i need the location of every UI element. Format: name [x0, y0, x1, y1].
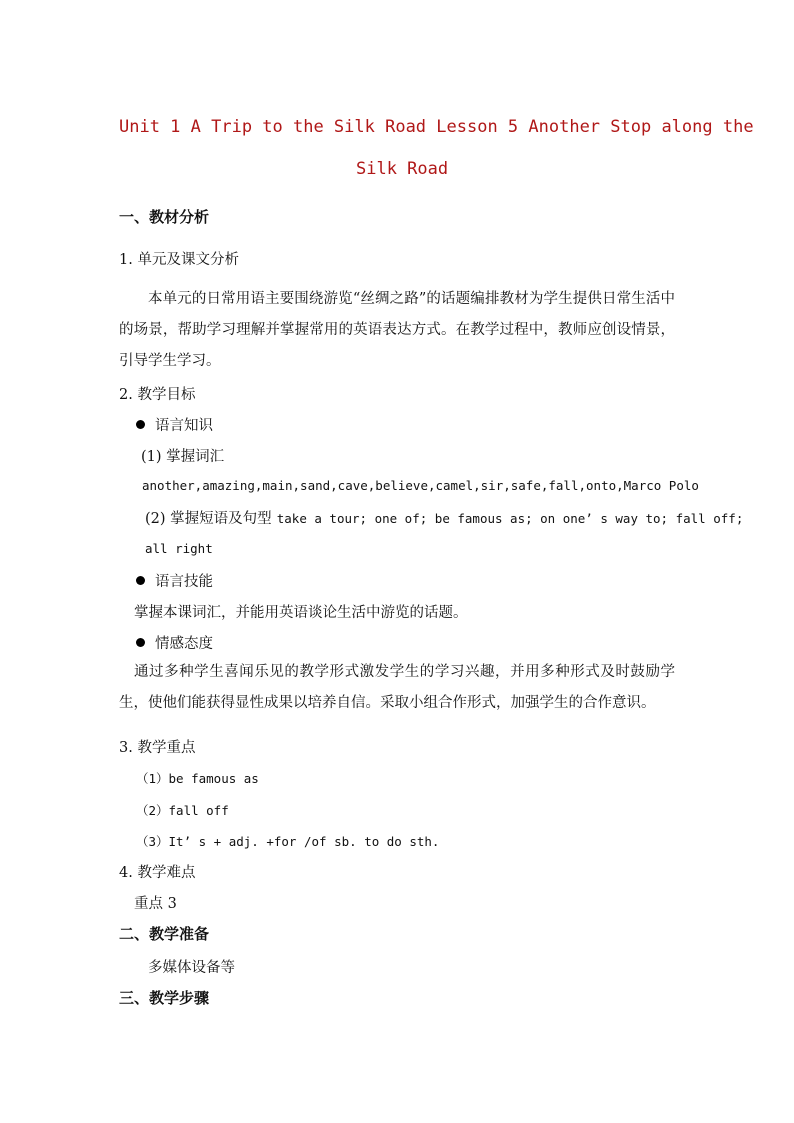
preparation-text: 多媒体设备等 [148, 960, 235, 976]
bullet-language-knowledge: 语言知识 [136, 414, 213, 435]
key-point-1: （1）be famous as [136, 771, 259, 786]
vocab-subtitle: (1) 掌握词汇 [141, 449, 225, 465]
vocab-list: another,amazing,main,sand,cave,believe,camel,sir,safe,fall,onto,Marco Polo [142, 478, 699, 493]
bullet-language-skills: 语言技能 [136, 570, 213, 591]
key-point-3: （3）It’ s + adj. +for /of sb. to do sth. [136, 834, 440, 849]
bullet-icon [136, 638, 145, 647]
subsection-2-title: 2. 教学目标 [119, 387, 196, 403]
phrases-line-1 [145, 507, 743, 528]
subsection-3-title: 3. 教学重点 [119, 740, 196, 756]
phrases-line-2: all right [145, 541, 213, 556]
bullet-icon [136, 420, 145, 429]
attitude-paragraph: 通过多种学生喜闻乐见的教学形式激发学生的学习兴趣，并用多种形式及时鼓励学生，使他们能获得显性成果以培养自信。采取小组合作形式，加强学生的合作意识。 [119, 664, 675, 711]
subsection-1-paragraph: 本单元的日常用语主要围绕游览“丝绸之路”的话题编排教材为学生提供日常生活中的场景，帮助学习理解并掌握常用的英语表达方式。在教学过程中，教师应创设情景，引导学生学习。 [119, 291, 675, 369]
subsection-1-title: 1. 单元及课文分析 [119, 252, 239, 268]
key-point-2: （2）fall off [136, 803, 229, 818]
section-2-heading: 二、教学准备 [119, 925, 210, 943]
subsection-4-title: 4. 教学难点 [119, 865, 196, 881]
title-line-1: Unit 1 A Trip to the Silk Road Lesson 5 Another Stop along the [119, 117, 754, 137]
section-1-heading: 一、教材分析 [119, 208, 210, 226]
bullet-icon [136, 576, 145, 585]
skills-text: 掌握本课词汇，并能用英语谈论生活中游览的话题。 [134, 605, 468, 621]
phrases-list: take a tour; one of; be famous as; on one’ s way to; fall off; [276, 511, 744, 526]
title-line-2: Silk Road [356, 159, 449, 179]
difficulty-text: 重点 3 [134, 896, 177, 912]
bullet-attitude: 情感态度 [136, 632, 213, 653]
phrases-subtitle: (2) 掌握短语及句型 [145, 511, 272, 527]
section-3-heading: 三、教学步骤 [119, 989, 210, 1007]
